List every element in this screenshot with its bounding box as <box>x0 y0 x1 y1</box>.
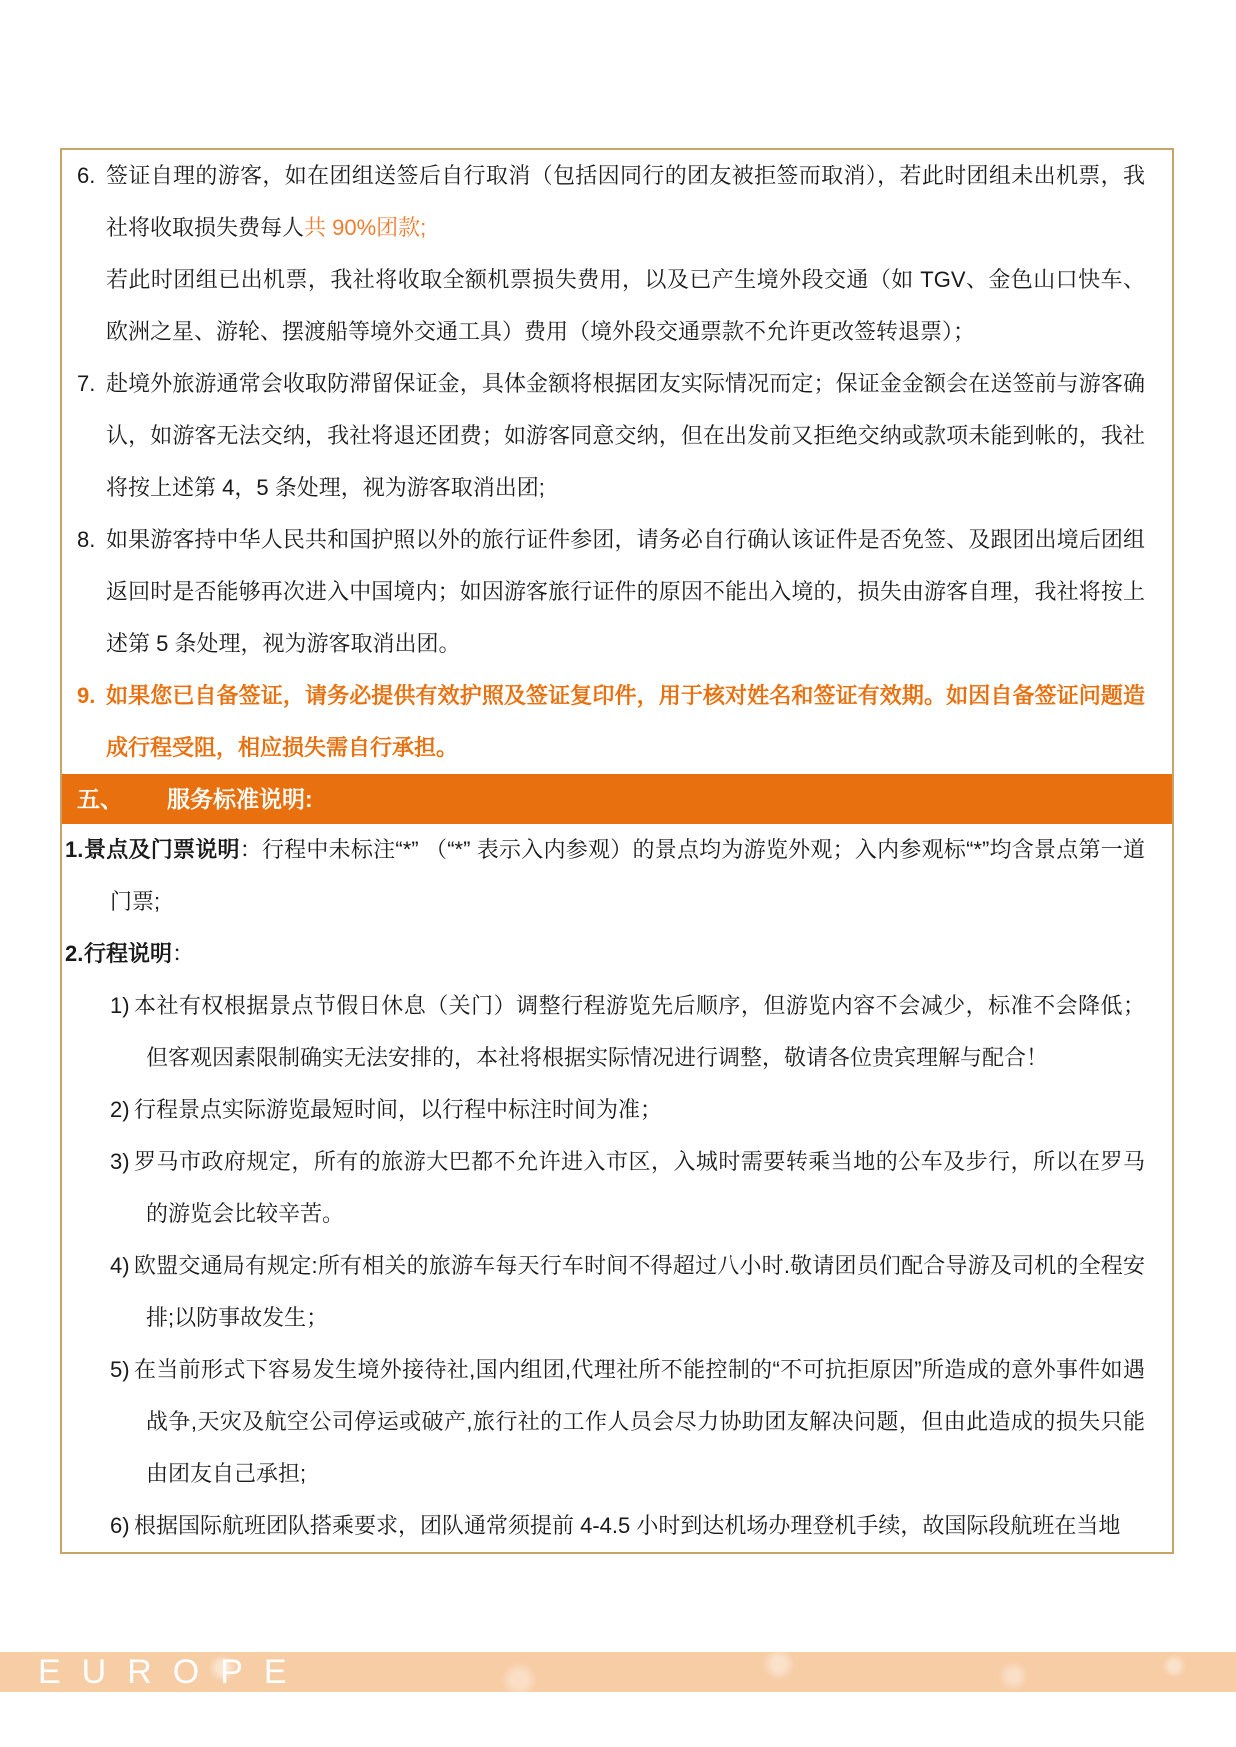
sub-item-number: 4) <box>110 1253 130 1278</box>
text-segment: 若此时团组已出机票，我社将收取全额机票损失费用，以及已产生境外段交通（如 TGV、金色山口快车、欧洲之星、游轮、摆渡船等境外交通工具）费用（境外段交通票款不允许更改签转退票）； <box>106 267 1145 344</box>
term-item <box>77 670 1172 774</box>
highlighted-text: 共 90%团款; <box>304 215 427 240</box>
item-text <box>106 514 1145 670</box>
sub-item-number: 5) <box>110 1357 130 1382</box>
item-number: 2. <box>65 941 84 966</box>
text-segment: 赴境外旅游通常会收取防滞留保证金，具体金额将根据团友实际情况而定；保证金金额会在送签前与游客确认，如游客无法交纳，我社将退还团费；如游客同意交纳，但在出发前又拒绝交纳或款项未能到帐的，我社将按上述第 4，5 条处理，视为游客取消出团; <box>106 371 1145 500</box>
item-text <box>106 670 1145 774</box>
service-sub-item <box>110 1136 1172 1240</box>
item-label: 行程说明 <box>84 941 173 966</box>
term-item <box>77 358 1172 514</box>
sub-item-number: 3) <box>110 1149 130 1174</box>
sub-item-text: 欧盟交通局有规定:所有相关的旅游车每天行车时间不得超过八小时.敬请团员们配合导游及司机的全程安排;以防事故发生； <box>134 1253 1145 1330</box>
term-item <box>77 514 1172 670</box>
section-title: 服务标准说明: <box>167 786 313 812</box>
sub-item-text: 罗马市政府规定，所有的旅游大巴都不允许进入市区，入城时需要转乘当地的公车及步行，所以在罗马的游览会比较辛苦。 <box>134 1149 1145 1226</box>
item-number: 6. <box>77 163 96 188</box>
sub-item-text: 在当前形式下容易发生境外接待社,国内组团,代理社所不能控制的“不可抗拒原因”所造成的意外事件如遇战争,天灾及航空公司停运或破产,旅行社的工作人员会尽力协助团友解决问题，但由此造成的损失只能由团友自己承担; <box>134 1357 1145 1486</box>
sub-item-text: 根据国际航班团队搭乘要求，团队通常须提前 4-4.5 小时到达机场办理登机手续，故国际段航班在当地 <box>134 1513 1121 1538</box>
sub-item-number: 2) <box>110 1097 130 1122</box>
item-number: 9. <box>77 683 96 708</box>
text-segment: 如果您已自备签证，请务必提供有效护照及签证复印件，用于核对姓名和签证有效期。如因自备签证问题造成行程受阻，相应损失需自行承担。 <box>106 683 1145 760</box>
paragraph <box>106 254 1145 358</box>
paragraph <box>106 358 1145 514</box>
paragraph <box>106 670 1145 774</box>
item-number: 1. <box>65 837 84 862</box>
text-segment: 签证自理的游客，如在团组送签后自行取消（包括因同行的团友被拒签而取消），若此时团组未出机票，我社将收取损失费每人 <box>106 163 1145 240</box>
text-segment: ： <box>172 941 195 966</box>
service-sub-item <box>110 1500 1172 1552</box>
item-number: 7. <box>77 371 96 396</box>
sub-item-number: 6) <box>110 1513 130 1538</box>
text-segment: ：行程中未标注“*” （“*” 表示入内参观）的景点均为游览外观；入内参观标“*”均含景点第一道门票; <box>110 837 1145 914</box>
service-sub-item <box>110 980 1172 1084</box>
service-sub-item <box>110 1240 1172 1344</box>
service-sub-item <box>110 1084 1172 1136</box>
text-segment: 如果游客持中华人民共和国护照以外的旅行证件参团，请务必自行确认该证件是否免签、及跟团出境后团组返回时是否能够再次进入中国境内；如因游客旅行证件的原因不能出入境的，损失由游客自理，我社将按上述第 5 条处理，视为游客取消出团。 <box>106 527 1145 656</box>
item-number: 8. <box>77 527 96 552</box>
service-item <box>65 928 1172 980</box>
service-standards-list <box>62 824 1172 1552</box>
terms-list <box>62 150 1172 774</box>
item-label: 景点及门票说明 <box>84 837 240 862</box>
terms-box <box>60 148 1174 1554</box>
service-item <box>65 824 1172 928</box>
item-text <box>106 358 1145 514</box>
sub-item-text: 本社有权根据景点节假日休息（关门）调整行程游览先后顺序，但游览内容不会减少，标准不会降低；但客观因素限制确实无法安排的，本社将根据实际情况进行调整，敬请各位贵宾理解与配合！ <box>134 993 1145 1070</box>
footer-band <box>0 1652 1236 1692</box>
section-number: 五、 <box>77 786 123 812</box>
sub-item-number: 1) <box>110 993 130 1018</box>
item-text <box>84 824 1145 928</box>
section-header-bar <box>62 774 1172 824</box>
term-item <box>77 150 1172 358</box>
sub-item-text: 行程景点实际游览最短时间，以行程中标注时间为准； <box>134 1097 663 1122</box>
paragraph <box>106 514 1145 670</box>
item-text <box>84 928 1145 980</box>
service-sub-item <box>110 1344 1172 1500</box>
item-text <box>106 150 1145 358</box>
footer-brand-text: EUROPE <box>38 1653 308 1691</box>
paragraph <box>106 150 1145 254</box>
